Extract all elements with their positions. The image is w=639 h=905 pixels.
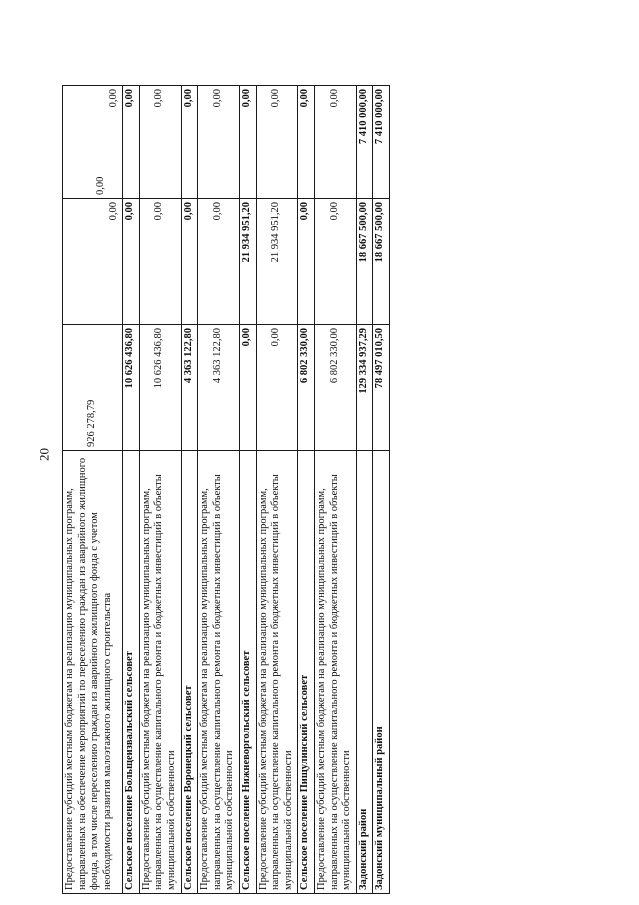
value-cell: 0,00 [139, 199, 181, 325]
value-cell-split [63, 86, 123, 199]
value-cell: 7 410 000,00 [373, 86, 390, 199]
row-label: Сельское поселение Пищулинский сельсовет [298, 451, 315, 894]
value-cell: 0,00 [181, 199, 198, 325]
table-row [239, 86, 256, 894]
rotated-page-content [62, 86, 390, 894]
subsidies-table [62, 85, 390, 894]
row-label: Предоставление субсидий местным бюджетам на реализацию муниципальных программ, направленных на осуществление капитального ремонта и бюджетных инвестиций в объекты муниципальной собственности [314, 451, 356, 894]
value-cell: 0,00 [107, 89, 119, 108]
value-cell: 6 802 330,00 [314, 325, 356, 451]
value-cell: 0,00 [314, 199, 356, 325]
value-cell: 0,00 [198, 86, 240, 199]
value-cell: 0,00 [239, 86, 256, 199]
value-cell: 0,00 [198, 199, 240, 325]
value-cell: 0,00 [139, 86, 181, 199]
value-cell: 7 410 000,00 [356, 86, 373, 199]
table-row [298, 86, 315, 894]
table-row [63, 86, 123, 894]
table-row [181, 86, 198, 894]
row-label: Предоставление субсидий местным бюджетам на реализацию муниципальных программ, направленных на осуществление капитального ремонта и бюджетных инвестиций в объекты муниципальной собственности [139, 451, 181, 894]
table-row [314, 86, 356, 894]
value-cell: 0,00 [181, 86, 198, 199]
value-cell: 6 802 330,00 [298, 325, 315, 451]
value-cell: 0,00 [123, 86, 140, 199]
value-cell: 21 934 951,20 [239, 199, 256, 325]
value-cell: 0,00 [256, 86, 298, 199]
page-number: 20 [36, 448, 52, 461]
row-label: Задонский район [356, 451, 373, 894]
value-cell: 4 363 122,80 [181, 325, 198, 451]
value-cell: 10 626 436,80 [139, 325, 181, 451]
value-cell: 10 626 436,80 [123, 325, 140, 451]
value-cell: 18 667 500,00 [356, 199, 373, 325]
value-cell: 0,00 [298, 86, 315, 199]
row-label: Предоставление субсидий местным бюджетам на реализацию муниципальных программ, направленных на осуществление капитального ремонта и бюджетных инвестиций в объекты муниципальной собственности [198, 451, 240, 894]
row-label: Сельское поселение Больщеизвальский сельсовет [123, 451, 140, 894]
value-cell: 18 667 500,00 [373, 199, 390, 325]
value-cell: 129 334 937,29 [356, 325, 373, 451]
value-cell: 4 363 122,80 [198, 325, 240, 451]
value-cell: 0,00 [239, 325, 256, 451]
row-label: Сельское поселение Воронецкий сельсовет [181, 451, 198, 894]
table-row [139, 86, 181, 894]
value-cell: 78 497 010,50 [373, 325, 390, 451]
value-cell-upper: 0,00 [95, 176, 106, 195]
row-label: Предоставление субсидий местным бюджетам на реализацию муниципальных программ, направленных на осуществление капитального ремонта и бюджетных инвестиций в объекты муниципальной собственности [256, 451, 298, 894]
row-label: Предоставление субсидий местным бюджетам на реализацию муниципальных программ, направленных на обеспечение мероприятий по переселению граждан из аварийного жилищного фонда, в том числе переселению граждан из аварийного жилищного фонда с учетом необходимости развития малоэтажного жилищного строительства [63, 451, 123, 894]
row-label: Задонский муниципальный район [373, 451, 390, 894]
value-cell: 0,00 [298, 199, 315, 325]
value-cell: 21 934 951,20 [256, 199, 298, 325]
value-cell: 0,00 [256, 325, 298, 451]
table-row [256, 86, 298, 894]
value-cell: 0,00 [123, 199, 140, 325]
value-cell: 0,00 [314, 86, 356, 199]
table-row [123, 86, 140, 894]
value-cell: 0,00 [63, 199, 123, 325]
row-label: Сельское поселение Нижневоргольский сельсовет [239, 451, 256, 894]
value-cell: 926 278,79 [63, 325, 123, 451]
table-row [198, 86, 240, 894]
table-row [356, 86, 373, 894]
table-row [373, 86, 390, 894]
